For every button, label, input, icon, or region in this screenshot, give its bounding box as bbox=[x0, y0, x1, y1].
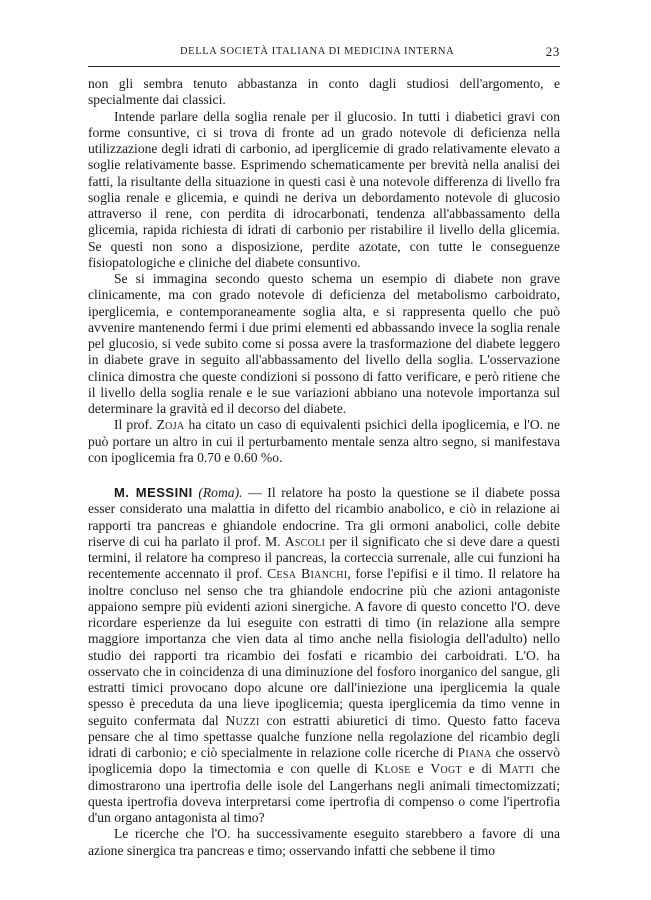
author-name: Piana bbox=[457, 745, 492, 760]
running-head: DELLA SOCIETÀ ITALIANA DI MEDICINA INTERNA bbox=[180, 46, 455, 57]
page-number: 23 bbox=[545, 44, 560, 59]
paragraph-soglia-renale: Intende parlare della soglia renale per il glucosio. In tutti i diabetici gravi con forme consuntive, ci si trova di fronte ad un grado notevole di deficienza nella utilizzazione degli idrati di carbonio, ad iperglicemie di grado relativamente elevato a soglie relativamente basse. Esprimendo schematicamente per brevità nella analisi dei fatti, la risultante della situazione in questi casi è una notevole differenza di livello fra soglia renale e glicemia, e quindi ne deriva un debordamento notevole di glucosio attraverso il rene, con perdita di idrocarbonati, tendenza all'abbassamento della glicemia, rapida richiesta di idrati di carbonio per ristabilire il livello della glicemia. Se questi non sono a disposizione, perdite azotate, con tutte le conseguenze fisiopatologiche e cliniche del diabete consuntivo. bbox=[88, 108, 560, 270]
author-name: Matti bbox=[499, 761, 535, 777]
author-name: Nuzzi bbox=[225, 712, 260, 728]
page-header bbox=[88, 44, 560, 60]
author-name: Ascoli bbox=[284, 533, 326, 549]
header-rule bbox=[88, 66, 560, 67]
paragraph-messini: M. MESSINI (Roma). — Il relatore ha posto la questione se il diabete possa esser considerato una malattia in difetto del ricambio anabolico, e ciò in relazione ai rapporti tra pancreas e ghiandole endocrine. Tra gli ormoni anabolici, colle debite riserve di cui ha parlato il prof. M. Ascoli per il significato che si deve dare a questi termini, il relatore ha compreso il pancreas, la corteccia surrenale, alle cui funzioni ha recentemente accennato il prof. Cesa Bianchi, forse l'epifisi e il timo. Il relatore ha inoltre concluso nel senso che tra ghiandole endocrine più che azioni antagoniste appaiono sempre più evidenti azioni sinergiche. A favore di questo concetto l'O. deve ricordare esperienze da lui eseguite con estratti di timo (in relazione alla sempre maggiore importanza che vien data al timo anche nella fisiologia dell'adulto) nello studio dei rapporti tra ricambio dei fosfati e ricambio dei carboidrati. L'O. ha osservato che in coincidenza di una diminuzione del fosforo inorganico del sangue, gli estratti timici provocano dopo alcune ore dall'iniezione una iperglicemia la quale spesso è preceduta da una lieve ipoglicemia; questa iperglicemia da timo venne in seguito confermata dal Nuzzi con estratti abiuretici di timo. Questo fatto faceva pensare che al timo spettasse qualche funzione nella regolazione del ricambio degli idrati di carbonio; e ciò specialmente in relazione colle ricerche di Piana che osservò ipoglicemia dopo la timectomia e con quelle di Klose e Vogt e di Matti che dimostrarono una ipertrofia delle isole del Langerhans negli animali timectomizzati; questa ipertrofia doveva interpretarsi come ipertrofia di compenso o come l'ipertrofia d'un organo antagonista al timo? bbox=[88, 485, 561, 825]
paragraph-schema-diabete: Se si immagina secondo questo schema un esempio di diabete non grave clinicamente, ma con grado notevole di deficienza del metabolismo carboidrato, iperglicemia, e contemporaneamente soglia alta, e si rappresenta quello che può avvenire mantenendo fermi i due primi elementi ed abbassando invece la soglia renale pel glucosio, si vede subito come si possa avere la trasformazione del diabete leggero in diabete grave in seguito all'abbassamento del livello della soglia. L'osservazione clinica dimostra che queste condizioni si possono di fatto verificare, e però ritiene che il livello della soglia renale e le sue variazioni abbiano una notevole importanza sul determinare la gravità ed il decorso del diabete. bbox=[88, 271, 560, 416]
paragraph-ricerche: Le ricerche che l'O. ha successivamente eseguito starebbero a favore di una azione sinergica tra pancreas e timo; osservando infatti che sebbene il timo bbox=[88, 826, 560, 858]
author-name: Klose bbox=[374, 761, 411, 777]
author-name: Vogt bbox=[430, 761, 462, 777]
paragraph-continuation: non gli sembra tenuto abbastanza in conto dagli studiosi dell'argomento, e specialmente dai classici. bbox=[88, 76, 560, 108]
speaker-city: (Roma). bbox=[198, 485, 243, 500]
author-name: Cesa Bianchi bbox=[267, 566, 348, 582]
section-separator bbox=[88, 466, 560, 485]
paragraph-zoja: Il prof. Zoja ha citato un caso di equivalenti psichici della ipoglicemia, e l'O. ne può portare un altro in cui il perturbamento mentale senza altro segno, si manifestava con ipoglicemia fra 0.70 e 0.60 %o. bbox=[88, 417, 561, 465]
author-name: Zoja bbox=[156, 417, 185, 433]
speaker-name: M. MESSINI bbox=[114, 485, 193, 500]
body-text bbox=[88, 76, 560, 859]
